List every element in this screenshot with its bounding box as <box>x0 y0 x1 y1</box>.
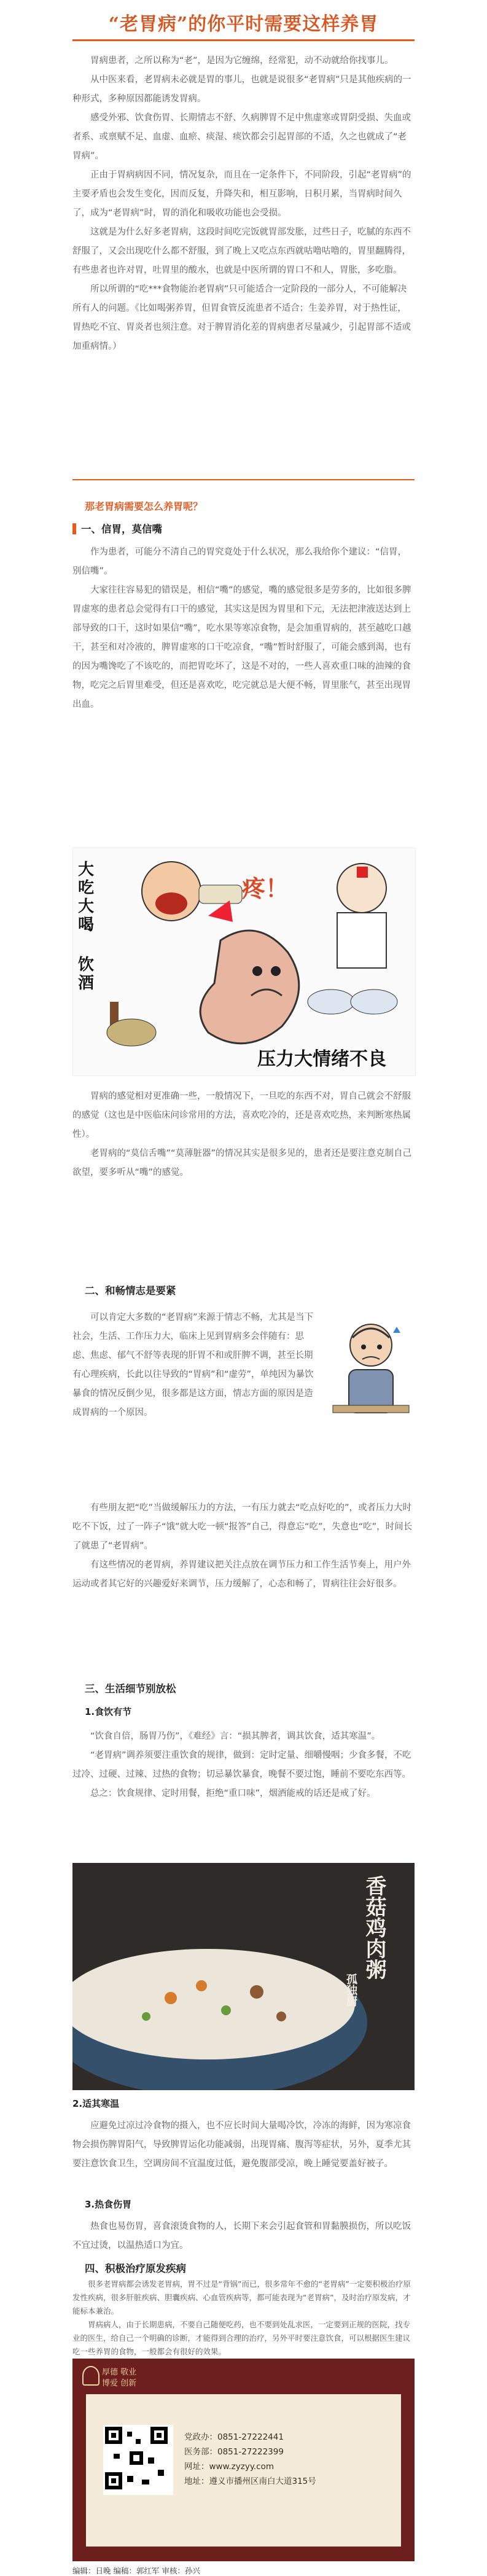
section-heading-2: 二、和畅情志是要紧 <box>85 1285 176 1297</box>
section-heading-1 <box>72 521 162 536</box>
intro-paragraph: 从中医来看，老胃病未必就是胃的事儿，也就是说很多“老胃病”只是其他疾病的一种形式，多种原因都能诱发胃病。 <box>72 75 411 104</box>
hospital-contact-card <box>72 2359 415 2561</box>
section-3-text <box>72 1727 415 1803</box>
stomach-illustration <box>72 848 416 1076</box>
label-stress: 压力大情绪不良 <box>257 1048 386 1070</box>
paragraph: “饮食自倍，肠胃乃伤”，《难经》言：“损其脾者，调其饮食，适其寒温”。 <box>90 1731 381 1741</box>
paragraph: 可以肯定大多数的“老胃病”来源于情志不畅，尤其是当下社会，生活、工作压力大，临床上见到胃病多会伴随有：思虑、焦虑、郁气不舒等表现的肝胃不和或肝脾不调，甚至长期有心理疾病，长此以往导致的“胃病”和“虚劳”，单纯因为暴饮暴食的情况反倒少见，很多都是这方面，情志方面的原因是造成胃病的一个原因。 <box>72 1313 314 1418</box>
paragraph: 有这些情况的老胃病，养胃建议把关注点放在调节压力和工作生活节奏上，用户外运动或者其它好的兴趣爱好来调节，压力缓解了，心态和畅了，胃病往往会好很多。 <box>72 1560 411 1589</box>
paragraph: 大家往往容易犯的错误是，相信“嘴”的感觉，嘴的感觉很多是劳多的，比如很多脾胃虚寒的患者总会觉得有口干的感觉，其实这是因为胃里和下元，无法把津液送达到上部导致的口干，这时如果信“嘴”，吃水果等寒凉食物，是会加重胃病的，甚至越吃口越干，甚至和对冷液的，脾胃虚寒的口干吃凉食，“嘴”暂时舒服了，可能会感到渴，也有的因为嘴馋吃了不该吃的，而把胃吃坏了，这是不对的，一些人喜欢重口味的油辣的食物，吃完之后胃里难受，但还是喜欢吃，吃完就总是大便不畅，胃里胀气，甚至出现胃出血。 <box>72 585 411 709</box>
intro-paragraph: 感受外邪、饮食伤胃、长期情志不舒、久病脾胃不足中焦虚寒或胃阴受损、失血或者系、或禀赋不足、血虚、血瘀、痰湿、痰饮都会引起胃部的不适，久之也就成了“老胃病”。 <box>72 113 411 161</box>
contact-line-office: 党政办：0851-27222441 <box>184 2432 284 2442</box>
label-drinking: 饮酒 <box>78 956 95 993</box>
section-question: 那老胃病需要怎么养胃呢？ <box>85 501 203 512</box>
intro-paragraph: 胃病患者，之所以称为“老”，是因为它缠绵，经常犯，动不动就给你找事儿。 <box>90 56 394 66</box>
section-4-text <box>72 2277 415 2359</box>
paragraph: 老胃病的“莫信舌嘴”“莫薄脏器”的情况其实是很多见的，患者还是要注意克制自己欲望，要多听从“嘴”的感觉。 <box>72 1149 412 1177</box>
contact-info <box>184 2430 316 2489</box>
intro-paragraph: 正由于胃病病因不同，情况复杂，而且在一定条件下，不同阶段，引起“老胃病”的主要矛盾也会发生变化，因而反复，升降失和，相互影响，日积月累，当胃病时间久了，成为“老胃病”时，胃的消化和吸收功能也会受损。 <box>72 170 411 218</box>
contact-panel <box>86 2394 401 2547</box>
worried-man-icon <box>324 1313 418 1424</box>
paragraph: 有些朋友把“吃”当做缓解压力的方法，一有压力就去“吃点好吃的”，或者压力大时吃不下饭，过了一阵子“饿”就大吃一顿“报答”自己，得意忘“吃”，失意也“吃”，时间长了就患了“老胃病”。 <box>72 1503 413 1551</box>
section-heading-4: 四、积极治疗原发疾病 <box>85 2263 186 2274</box>
intro-paragraph: 这就是为什么好多老胃病，这段时间吃完饭就胃部发胀，过些日子，吃腻的东西不舒服了，又会出现吃什么都不舒服，到了晚上又吃点东西就咕噜咕噜的，胃里翻腾得，有些患者也许对胃，吐胃里的酸水，也就是中医所谓的胃口不和人，胃胀，多吃脂。 <box>72 227 411 275</box>
section-3-text-2 <box>72 2117 415 2174</box>
hospital-logo-icon <box>82 2366 99 2386</box>
paragraph: 胃病病人，由于长期患病，不要自己随便吃药，也不要到处乱求医，一定要到正规的医院，找专业的医生，给自己一个明确的诊断，才能得到合理的治疗，另外平时要注意饮食，可以根据医生建议吃一些养胃的食物，一般都会有很好的效果。 <box>72 2320 411 2356</box>
paragraph: 热食也易伤胃，喜食滚烫食物的人，长期下来会引起食管和胃黏膜损伤，所以吃饭不宜过烫，以温热适口为宜。 <box>72 2222 411 2250</box>
qr-pattern-icon <box>105 2427 168 2489</box>
section-heading-3: 三、生活细节别放松 <box>85 1683 176 1695</box>
contact-line-address: 地址：遵义市播州区南白大道315号 <box>184 2476 316 2486</box>
title-divider <box>72 39 415 41</box>
paragraph: 应避免过凉过冷食物的摄入，也不应长时间大量喝冷饮，冷冻的海鲜，因为寒凉食物会损伤脾胃阳气，导致脾胃运化功能减弱，出现胃痛、腹泻等症状，另外，夏季尤其要注意饮食卫生，空调房间不宜温度过低，避免腹部受凉，晚上睡觉要盖好被子。 <box>72 2121 411 2169</box>
paragraph: “老胃病”调养须要注重饮食的规律，做到：定时定量、细嚼慢咽；少食多餐，不吃过冷、过硬、过辣、过热的食物；切忌暴饮暴食，晚餐不要过饱，睡前不要吃东西等。 <box>72 1751 411 1779</box>
paragraph: 总之：饮食规律、定时用餐，拒绝“重口味”，烟酒能戒的话还是戒了好。 <box>90 1789 376 1798</box>
intro-divider <box>72 479 415 480</box>
slogan-line: 博爱 创新 <box>102 2379 137 2388</box>
subheading-2: 2.适其寒温 <box>72 2098 120 2109</box>
qr-code-icon[interactable] <box>103 2425 173 2495</box>
section-3-text-3 <box>72 2217 415 2255</box>
section-2-text <box>72 1308 315 1423</box>
section-1-text-2 <box>72 1087 415 1182</box>
subheading-3: 3.热食伤胃 <box>85 2199 132 2210</box>
section-2-text-2 <box>72 1499 415 1594</box>
section-1-text <box>72 543 415 714</box>
label-overeating: 大吃大喝 <box>78 861 95 934</box>
paragraph: 作为患者，可能分不清自己的胃究竟处于什么状况，那么我给你个建议：“信胃，别信嘴”。 <box>72 547 407 576</box>
slogan-line: 厚德 敬业 <box>102 2368 137 2377</box>
article-title: “老胃病”的你平时需要这样养胃 <box>108 14 379 35</box>
contact-line-website[interactable]: 网址：www.zyzyy.com <box>184 2462 275 2472</box>
hospital-slogan <box>102 2367 136 2389</box>
heading-text: 一、信胃，莫信嘴 <box>81 523 162 535</box>
paragraph: 很多老胃病都会诱发老胃病，胃不过是“背锅”而已，很多常年不愈的“老胃病”一定要积极治疗原发性疾病，很多肝脏疾病、胆囊疾病、心血管疾病等，都可能表现为“老胃病”，及时治疗原发病，才能标本兼治。 <box>72 2279 411 2316</box>
intro-text <box>72 52 415 356</box>
contact-line-medical: 医务部：0851-27222399 <box>184 2447 284 2457</box>
subheading-1: 1.食饮有节 <box>85 1706 132 1717</box>
stressed-person-illustration <box>324 1313 418 1424</box>
photo-title: 香菇鸡肉粥 <box>362 1875 386 1980</box>
photo-subtitle: 孤独厨 <box>345 1973 357 2007</box>
label-pain: 疼！ <box>242 875 289 902</box>
porridge-photo <box>72 1863 415 2090</box>
editor-credits: 编辑：日晚 编稿：郭红军 审核：孙兴 <box>72 2566 200 2575</box>
intro-paragraph: 所以所谓的“吃***食物能治老胃病”只可能适合一定阶段的一部分人，不可能解决所有人的问题。《比如喝粥养胃，但胃食管反流患者不适合；生姜养胃，对于热性证，胃热吃不宜、胃炎者也须注意。对于脾胃消化差的胃病患者尽量减少，引起胃部不适或加重病情。） <box>72 284 411 351</box>
paragraph: 胃病的感觉相对更准确一些，一般情况下，一旦吃的东西不对，胃自己就会不舒服的感觉（这也是中医临床问诊常用的方法，喜欢吃冷的，还是喜欢吃热，来判断寒热属性）。 <box>72 1091 411 1139</box>
heading-bar <box>72 523 76 534</box>
